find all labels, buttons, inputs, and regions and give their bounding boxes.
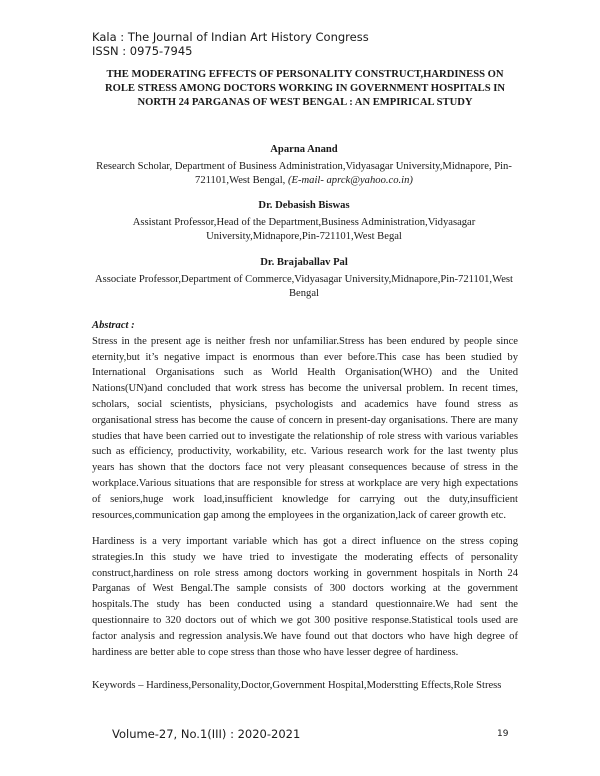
- author-name: Dr. Brajaballav Pal: [260, 257, 348, 268]
- page-number: 19: [497, 729, 509, 739]
- keywords: Keywords – Hardiness,Personality,Doctor,Government Hospital,Moderstting Effects,Role Stress: [92, 680, 502, 691]
- author-block-1: [88, 143, 520, 189]
- journal-header: [92, 30, 369, 58]
- abstract-paragraph-1: Stress in the present age is neither fresh nor unfamiliar.Stress has been endured by people since eternity,but it’s negative impact is enormous than ever before.This case has been studied by International Organisations such as World Health Organisation(WHO) and the United Nations(UN)and concluded that work stress has become the universal problem. In recent times, scholars, social scientists, physicians, psychologists and academics have found stress as organisational stress has become the cause of concern in present-day organisations. There are many studies that have been carried out to investigate the relationship of role stress with various variables such as efficiency, productivity, workability, etc. Various research work for the last twenty plus years has shown that the doctors face not very pleasant consequences because of stress in the workplace.Various situations that are responsible for stress at workplace are very high expectations of seniors,huge work load,insufficient knowledge for carrying out the duty,insufficient resources,communication gap among the employees in the organization,lack of career growth etc.: [92, 335, 518, 521]
- author-name: Aparna Anand: [270, 144, 338, 155]
- paper-title: THE MODERATING EFFECTS OF PERSONALITY CONSTRUCT,HARDINESS ON ROLE STRESS AMONG DOCTORS WORKING IN GOVERNMENT HOSPITALS IN NORTH 24 PARGANAS OF WEST BENGAL : AN EMPIRICAL STUDY: [104, 69, 506, 109]
- author-block-3: [88, 256, 520, 302]
- author-block-2: [88, 199, 520, 245]
- abstract-section: [92, 318, 518, 523]
- author-email: (E-mail- aprck@yahoo.co.in): [287, 175, 413, 186]
- author-affiliation: Assistant Professor,Head of the Department,Business Administration,Vidyasagar University,Midnapore,Pin-721101,West Begal: [132, 216, 476, 242]
- journal-name: Kala : The Journal of Indian Art History Congress: [92, 30, 369, 44]
- abstract-paragraph-2: Hardiness is a very important variable which has got a direct influence on the stress coping strategies.In this study we have tried to investigate the moderating effects of personality construct,hardiness on role stress among doctors working in government hospitals in North 24 Parganas of West Bengal.The sample consists of 300 doctors working at the government hospitals.The study has been conducted using a standard questionnaire.We had sent the questionnaire to 320 doctors out of which we got 300 positive response.Statistical tools used are factor analysis and regression analysis.We have found out that doctors who have high degree of hardiness are better able to cope stress than those who have lesser degree of hardiness.: [92, 536, 518, 658]
- author-affiliation: Associate Professor,Department of Commerce,Vidyasagar University,Midnapore,Pin-721101,West Bengal: [94, 273, 513, 299]
- volume-footer: Volume-27, No.1(III) : 2020-2021: [112, 727, 301, 741]
- abstract-heading: Abstract :: [92, 320, 135, 331]
- author-name: Dr. Debasish Biswas: [258, 200, 350, 211]
- journal-issn: ISSN : 0975-7945: [92, 44, 193, 58]
- author-affiliation: Research Scholar, Department of Business Administration,Vidyasagar University,Midnapore, Pin-721101,West Bengal, (E-mail- aprck@yahoo.co.in): [96, 160, 512, 186]
